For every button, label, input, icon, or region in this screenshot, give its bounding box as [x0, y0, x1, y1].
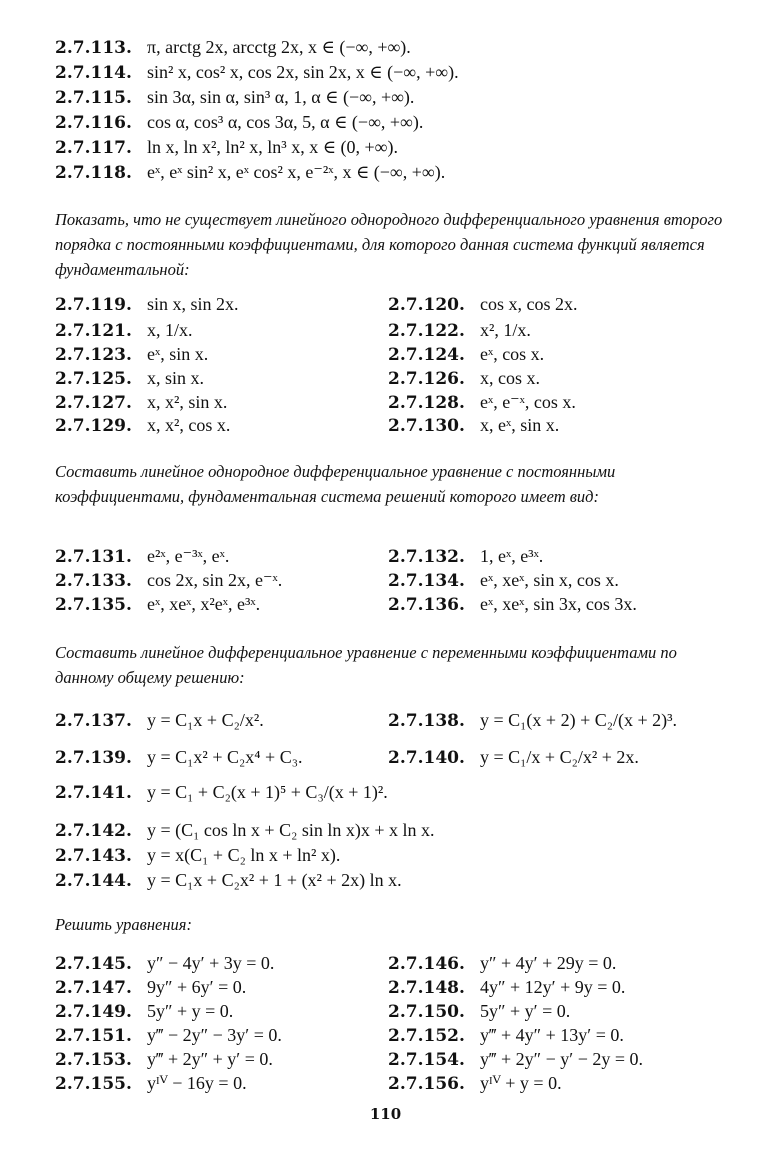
problem-2-7-126: 2.7.126. x, cos x. [388, 368, 540, 389]
problem-2-7-131: 2.7.131. e²ˣ, e⁻³ˣ, eˣ. [55, 546, 230, 567]
problem-2-7-142: 2.7.142. y = (C₁ cos ln x + C₂ sin ln x)x + x ln x. [55, 820, 435, 841]
problem-2-7-136: 2.7.136. eˣ, xeˣ, sin 3x, cos 3x. [388, 594, 637, 615]
problem-2-7-132: 2.7.132. 1, eˣ, e³ˣ. [388, 546, 544, 567]
problem-2-7-144: 2.7.144. y = C₁x + C₂x² + 1 + (x² + 2x) ln x. [55, 870, 402, 891]
problem-2-7-154: 2.7.154. y‴ + 2y″ − y′ − 2y = 0. [388, 1049, 644, 1070]
section-instruction-3: Составить линейное дифференциальное уравнение с переменными коэффициентами по данному общему решению: [55, 643, 677, 687]
problem-2-7-138: 2.7.138. y = C₁(x + 2) + C₂/(x + 2)³. [388, 710, 678, 731]
problem-2-7-117: 2.7.117. ln x, ln x², ln² x, ln³ x, x ∈ (0, +∞). [55, 137, 398, 158]
problem-2-7-135: 2.7.135. eˣ, xeˣ, x²eˣ, e³ˣ. [55, 594, 261, 615]
problem-2-7-149: 2.7.149. 5y″ + y = 0. [55, 1001, 234, 1022]
problem-2-7-137: 2.7.137. y = C₁x + C₂/x². [55, 710, 264, 731]
section-instruction-2: Составить линейное однородное дифференциальное уравнение с постоянными коэффициентами, фундаментальная система решений которого имеет вид: [55, 462, 616, 506]
problem-2-7-115: 2.7.115. sin 3α, sin α, sin³ α, 1, α ∈ (−∞, +∞). [55, 87, 415, 108]
problem-2-7-146: 2.7.146. y″ + 4y′ + 29y = 0. [388, 953, 617, 974]
problem-2-7-128: 2.7.128. eˣ, e⁻ˣ, cos x. [388, 392, 576, 413]
problem-2-7-147: 2.7.147. 9y″ + 6y′ = 0. [55, 977, 247, 998]
section-instruction-4: Решить уравнения: [55, 915, 192, 934]
problem-2-7-124: 2.7.124. eˣ, cos x. [388, 344, 545, 365]
page-number: 110 [369, 1105, 402, 1123]
problem-2-7-153: 2.7.153. y‴ + 2y″ + y′ = 0. [55, 1049, 273, 1070]
problem-2-7-155: 2.7.155. yᴵⱽ − 16y = 0. [55, 1073, 247, 1094]
problem-2-7-139: 2.7.139. y = C₁x² + C₂x⁴ + C₃. [55, 747, 303, 768]
problem-2-7-156: 2.7.156. yᴵⱽ + y = 0. [388, 1073, 562, 1094]
problem-2-7-119: 2.7.119. sin x, sin 2x. [55, 294, 239, 315]
problem-2-7-133: 2.7.133. cos 2x, sin 2x, e⁻ˣ. [55, 570, 283, 591]
problem-2-7-129: 2.7.129. x, x², cos x. [55, 415, 231, 436]
problem-2-7-118: 2.7.118. eˣ, eˣ sin² x, eˣ cos² x, e⁻²ˣ, x ∈ (−∞, +∞). [55, 162, 446, 183]
problem-2-7-152: 2.7.152. y‴ + 4y″ + 13y′ = 0. [388, 1025, 624, 1046]
problem-2-7-145: 2.7.145. y″ − 4y′ + 3y = 0. [55, 953, 275, 974]
problem-2-7-123: 2.7.123. eˣ, sin x. [55, 344, 209, 365]
problem-2-7-141: 2.7.141. y = C₁ + C₂(x + 1)⁵ + C₃/(x + 1)². [55, 782, 388, 803]
problem-2-7-140: 2.7.140. y = C₁/x + C₂/x² + 2x. [388, 747, 639, 768]
problem-2-7-121: 2.7.121. x, 1/x. [55, 320, 193, 341]
problem-2-7-134: 2.7.134. eˣ, xeˣ, sin x, cos x. [388, 570, 619, 591]
problem-2-7-127: 2.7.127. x, x², sin x. [55, 392, 228, 413]
problem-2-7-113: 2.7.113. π, arctg 2x, arcctg 2x, x ∈ (−∞, +∞). [55, 37, 411, 58]
problem-2-7-148: 2.7.148. 4y″ + 12y′ + 9y = 0. [388, 977, 626, 998]
problem-2-7-130: 2.7.130. x, eˣ, sin x. [388, 415, 560, 436]
problem-2-7-151: 2.7.151. y‴ − 2y″ − 3y′ = 0. [55, 1025, 282, 1046]
problem-2-7-122: 2.7.122. x², 1/x. [388, 320, 531, 341]
problem-2-7-125: 2.7.125. x, sin x. [55, 368, 205, 389]
problem-2-7-143: 2.7.143. y = x(C₁ + C₂ ln x + ln² x). [55, 845, 341, 866]
problem-2-7-114: 2.7.114. sin² x, cos² x, cos 2x, sin 2x, x ∈ (−∞, +∞). [55, 62, 459, 83]
problem-2-7-150: 2.7.150. 5y″ + y′ = 0. [388, 1001, 571, 1022]
problem-2-7-116: 2.7.116. cos α, cos³ α, cos 3α, 5, α ∈ (−∞, +∞). [55, 112, 424, 133]
section-instruction-1: Показать, что не существует линейного однородного дифференциального уравнения второго порядка с постоянными коэффициентами, для которого данная система функций является фундаментальной: [55, 210, 723, 279]
problem-2-7-120: 2.7.120. cos x, cos 2x. [388, 294, 578, 315]
